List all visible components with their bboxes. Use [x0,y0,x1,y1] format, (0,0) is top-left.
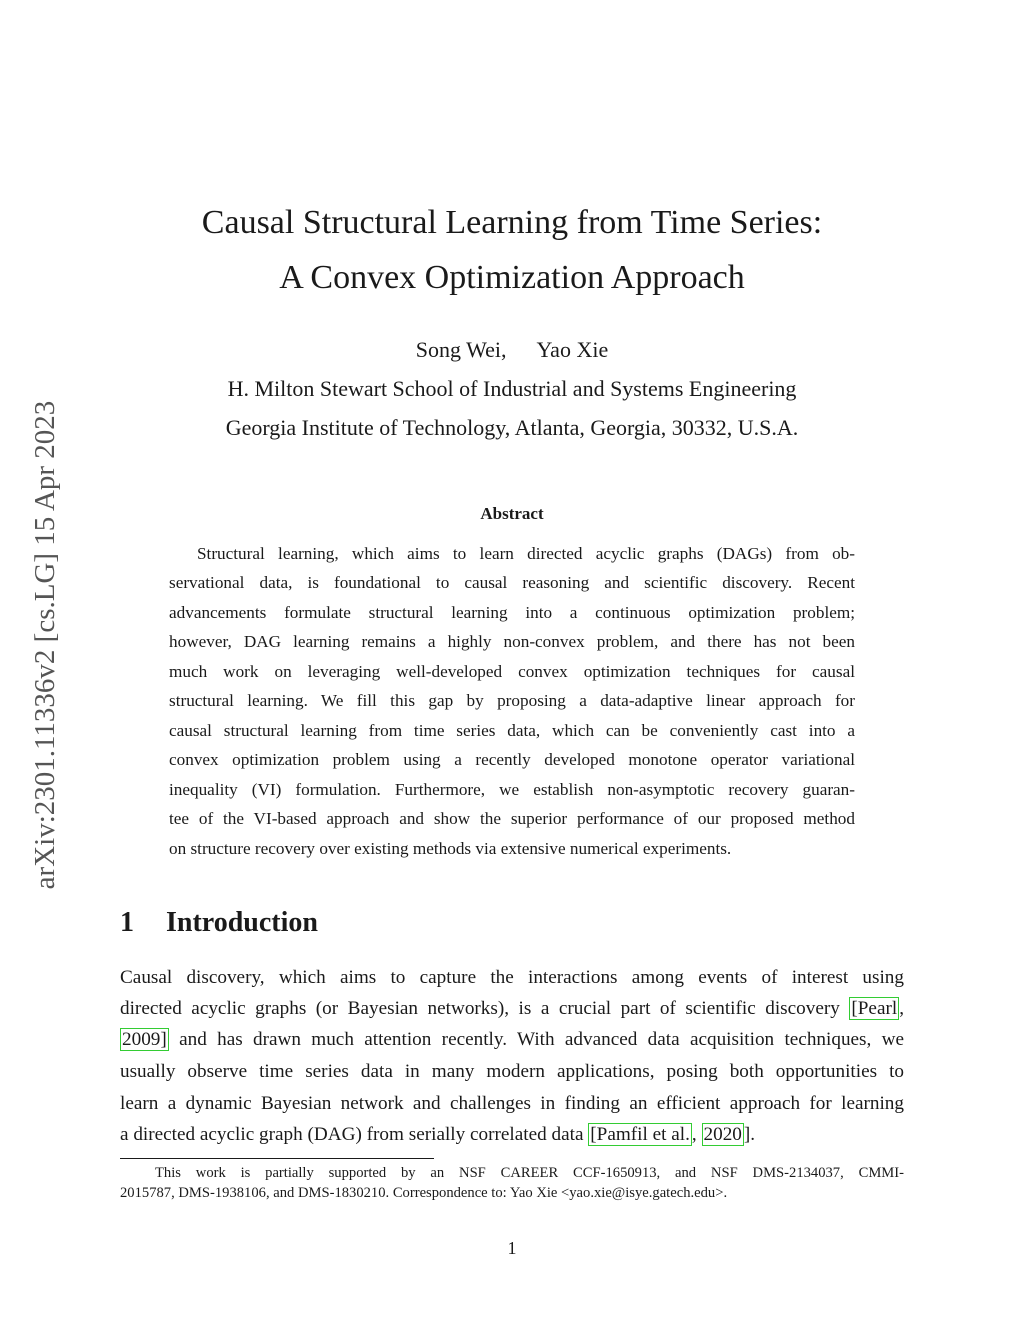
citation-link-pamfil[interactable]: [Pamfil et al. [590,1124,690,1145]
body-line [120,995,904,1023]
affiliation-line-2: Georgia Institute of Technology, Atlanta, Georgia, 30332, U.S.A. [225,415,799,440]
paper-title-line-2: A Convex Optimization Approach [279,259,745,296]
abstract-line: tee of the VI-based approach and show the superior performance of our proposed method [169,809,855,828]
abstract-line: on structure recovery over existing methods via extensive numerical experiments. [169,839,732,858]
abstract-line: Structural learning, which aims to learn directed acyclic graphs (DAGs) from ob- [197,544,855,563]
author-list [0,336,1024,364]
author-1: Song Wei, [415,337,507,362]
body-line: Causal discovery, which aims to capture the interactions among events of interest using [120,967,904,988]
body-line [120,1026,904,1054]
body-text: and has drawn much attention recently. With advanced data acquisition techniques, we [179,1029,905,1050]
affiliation-line-1: H. Milton Stewart School of Industrial and Systems Engineering [227,376,797,401]
body-text: directed acyclic graphs (or Bayesian networks), is a crucial part of scientific discovery [120,998,840,1019]
arxiv-margin-note: arXiv:2301.11336v2 [cs.LG] 15 Apr 2023 [29,400,61,890]
citation-close: ]. [743,1124,756,1145]
abstract-line: advancements formulate structural learning into a continuous optimization problem; [169,603,855,622]
section-number: 1 [120,907,134,938]
abstract-line: servational data, is foundational to causal reasoning and scientific discovery. Recent [169,573,855,592]
footnote-rule [120,1158,434,1159]
abstract-line: causal structural learning from time series data, which can be conveniently cast into a [169,721,855,740]
footnote-line-1: This work is partially supported by an NSF CAREER CCF-1650913, and NSF DMS-2134037, CMMI- [155,1165,904,1181]
abstract-line: structural learning. We fill this gap by proposing a data-adaptive linear approach for [169,691,855,710]
body-line: usually observe time series data in many modern applications, posing both opportunities to [120,1061,904,1082]
abstract-line: inequality (VI) formulation. Furthermore, we establish non-asymptotic recovery guaran- [169,780,855,799]
citation-separator: , [899,998,904,1019]
abstract-line: convex optimization problem using a recently developed monotone operator variational [169,750,855,769]
citation-link-pamfil-year[interactable]: 2020 [703,1124,742,1145]
author-2: Yao Xie [536,337,609,362]
body-line: learn a dynamic Bayesian network and challenges in finding an efficient approach for learning [120,1093,904,1114]
abstract-line: much work on leveraging well-developed convex optimization techniques for causal [169,662,855,681]
abstract-heading: Abstract [480,504,544,523]
footnote-line-2: 2015787, DMS-1938106, and DMS-1830210. Correspondence to: Yao Xie <yao.xie@isye.gatech.edu>. [120,1185,728,1201]
page-number: 1 [507,1238,517,1258]
citation-link-pearl-year[interactable]: 2009] [122,1029,167,1050]
paper-title-line-1: Causal Structural Learning from Time Series: [201,204,823,241]
citation-separator: , [691,1124,697,1145]
abstract-line: however, DAG learning remains a highly non-convex problem, and there has not been [169,632,855,651]
body-text: a directed acyclic graph (DAG) from serially correlated data [120,1124,584,1145]
citation-link-pearl[interactable]: [Pearl [851,998,898,1019]
section-heading [120,906,318,940]
body-line [120,1121,904,1149]
section-title: Introduction [166,907,318,938]
